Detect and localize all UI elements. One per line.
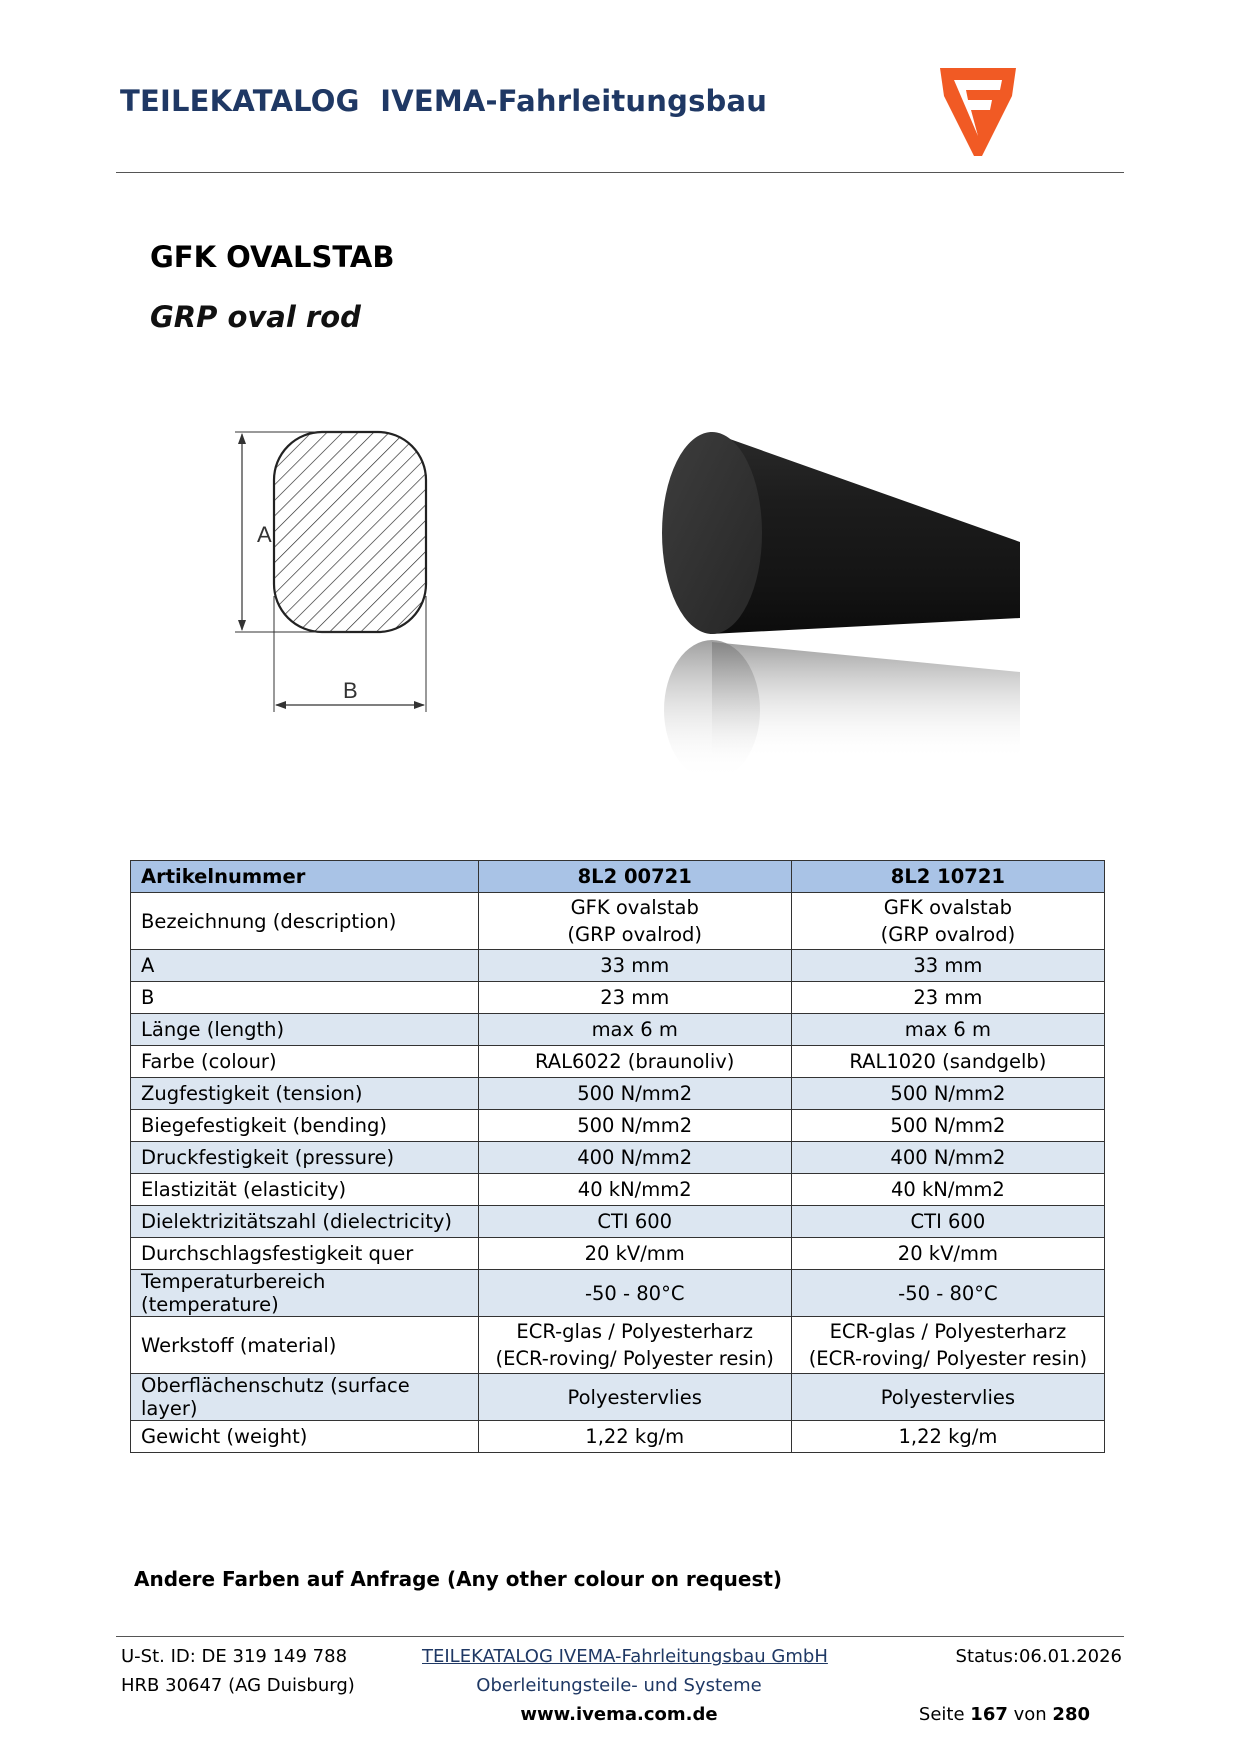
table-row	[131, 1421, 1105, 1453]
catalog-header-title: TEILEKATALOG IVEMA-Fahrleitungsbau	[120, 84, 768, 118]
row-label: Durchschlagsfestigkeit quer	[131, 1238, 479, 1270]
row-value: 23 mm	[478, 982, 791, 1014]
row-label: A	[131, 950, 479, 982]
row-value: CTI 600	[791, 1206, 1104, 1238]
table-row	[131, 950, 1105, 982]
row-value: GFK ovalstab (GRP ovalrod)	[791, 893, 1104, 950]
row-label: Oberflächenschutz (surface layer)	[131, 1374, 479, 1421]
row-value: 500 N/mm2	[478, 1078, 791, 1110]
footer-status: Status:06.01.2026	[955, 1646, 1122, 1667]
footer-divider	[116, 1636, 1124, 1637]
ivema-logo-icon	[938, 66, 1018, 158]
row-value: GFK ovalstab (GRP ovalrod)	[478, 893, 791, 950]
row-value: RAL1020 (sandgelb)	[791, 1046, 1104, 1078]
footer-tagline: Oberleitungsteile- und Systeme	[476, 1675, 762, 1696]
row-value: 400 N/mm2	[791, 1142, 1104, 1174]
row-label: Biegefestigkeit (bending)	[131, 1110, 479, 1142]
row-label: Werkstoff (material)	[131, 1317, 479, 1374]
row-label: Bezeichnung (description)	[131, 893, 479, 950]
row-value: CTI 600	[478, 1206, 791, 1238]
row-value: ECR-glas / Polyesterharz (ECR-roving/ Polyester resin)	[791, 1317, 1104, 1374]
row-label: Gewicht (weight)	[131, 1421, 479, 1453]
table-row	[131, 1078, 1105, 1110]
row-value: 20 kV/mm	[791, 1238, 1104, 1270]
header-cell: Artikelnummer	[131, 861, 479, 893]
spec-table	[130, 860, 1105, 1453]
table-row	[131, 1046, 1105, 1078]
row-value: 40 kN/mm2	[791, 1174, 1104, 1206]
table-row	[131, 1270, 1105, 1317]
row-value: Polyestervlies	[791, 1374, 1104, 1421]
table-header-row	[131, 861, 1105, 893]
row-value: max 6 m	[791, 1014, 1104, 1046]
footer-page-number: Seite 167 von 280	[918, 1704, 1090, 1725]
table-row	[131, 1206, 1105, 1238]
row-label: Druckfestigkeit (pressure)	[131, 1142, 479, 1174]
row-value: max 6 m	[478, 1014, 791, 1046]
row-value: -50 - 80°C	[478, 1270, 791, 1317]
row-value: 500 N/mm2	[791, 1078, 1104, 1110]
row-label: Länge (length)	[131, 1014, 479, 1046]
row-value: Polyestervlies	[478, 1374, 791, 1421]
row-value: 40 kN/mm2	[478, 1174, 791, 1206]
table-row	[131, 1174, 1105, 1206]
row-value: 1,22 kg/m	[478, 1421, 791, 1453]
row-value: 23 mm	[791, 982, 1104, 1014]
row-value: 33 mm	[791, 950, 1104, 982]
row-label: B	[131, 982, 479, 1014]
footer-registry: HRB 30647 (AG Duisburg)	[121, 1675, 355, 1696]
header-cell: 8L2 10721	[791, 861, 1104, 893]
table-row	[131, 1317, 1105, 1374]
row-label: Zugfestigkeit (tension)	[131, 1078, 479, 1110]
row-value: ECR-glas / Polyesterharz (ECR-roving/ Polyester resin)	[478, 1317, 791, 1374]
table-row	[131, 1374, 1105, 1421]
row-value: -50 - 80°C	[791, 1270, 1104, 1317]
table-row	[131, 893, 1105, 950]
product-subtitle: GRP oval rod	[150, 300, 361, 334]
dimension-b-label: B	[343, 678, 358, 703]
row-value: 33 mm	[478, 950, 791, 982]
cross-section-diagram	[230, 420, 480, 730]
header-divider	[116, 172, 1124, 173]
table-row	[131, 1110, 1105, 1142]
table-row	[131, 982, 1105, 1014]
rod-product-image	[640, 420, 1040, 780]
colour-request-note: Andere Farben auf Anfrage (Any other colour on request)	[134, 1567, 783, 1591]
row-value: 20 kV/mm	[478, 1238, 791, 1270]
dimension-a-label: A	[257, 522, 272, 547]
header-cell: 8L2 00721	[478, 861, 791, 893]
footer-company-link[interactable]: TEILEKATALOG IVEMA-Fahrleitungsbau GmbH	[422, 1646, 828, 1667]
table-row	[131, 1238, 1105, 1270]
row-value: 500 N/mm2	[791, 1110, 1104, 1142]
footer-website[interactable]: www.ivema.com.de	[520, 1704, 718, 1725]
table-row	[131, 1142, 1105, 1174]
row-label: Temperaturbereich (temperature)	[131, 1270, 479, 1317]
row-label: Dielektrizitätszahl (dielectricity)	[131, 1206, 479, 1238]
table-row	[131, 1014, 1105, 1046]
row-label: Farbe (colour)	[131, 1046, 479, 1078]
row-label: Elastizität (elasticity)	[131, 1174, 479, 1206]
row-value: 1,22 kg/m	[791, 1421, 1104, 1453]
row-value: 400 N/mm2	[478, 1142, 791, 1174]
product-title: GFK OVALSTAB	[150, 240, 395, 274]
row-value: 500 N/mm2	[478, 1110, 791, 1142]
footer-vat-id: U-St. ID: DE 319 149 788	[121, 1646, 348, 1667]
row-value: RAL6022 (braunoliv)	[478, 1046, 791, 1078]
